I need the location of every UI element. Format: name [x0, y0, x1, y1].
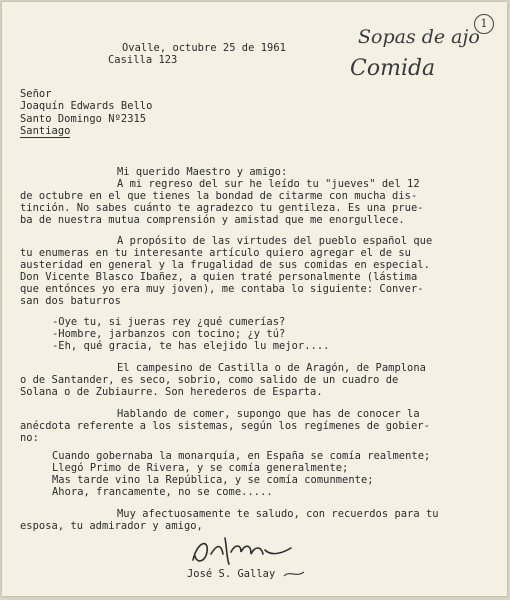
paragraph-line: El campesino de Castilla o de Aragón, de Pamplona: [117, 362, 426, 374]
anecdote-line: Cuando gobernaba la monarquía, en España se comía realmente;: [52, 450, 431, 462]
paragraph-line: Don Vicente Blasco Ibañez, a quien traté personalmente (lástima: [20, 271, 418, 283]
page-number-circle: 1: [474, 14, 494, 34]
salutation: Mi querido Maestro y amigo:: [117, 166, 288, 178]
dialogue-line: -Eh, qué gracia, te has elejido lu mejor....: [52, 340, 330, 352]
signature-name: José S. Gallay: [187, 568, 276, 580]
paragraph-line: tinción. No sabes cuánto te agradezco tu gentileza. Es una prue-: [20, 202, 424, 214]
handwritten-note-title: Sopas de ajo: [358, 26, 480, 48]
paragraph-line: anécdota referente a los sistemas, según los regímenes de gobier-: [20, 420, 430, 432]
paragraph-line: Hablando de comer, supongo que has de conocer la: [117, 408, 420, 420]
anecdote-line: Llegó Primo de Rivera, y se comía generalmente;: [52, 462, 349, 474]
paragraph-line: de octubre en el que tienes la bondad de citarme con mucha dis-: [20, 190, 418, 202]
recipient-name: Joaquín Edwards Bello: [20, 100, 153, 112]
dialogue-line: -Hombre, jarbanzos con tocino; ¿y tú?: [52, 328, 286, 340]
recipient-title: Señor: [20, 88, 52, 100]
closing-line: esposa, tu admirador y amigo,: [20, 520, 203, 532]
closing-line: Muy afectuosamente te saludo, con recuerdos para tu: [117, 508, 439, 520]
paragraph-line: A propósito de las virtudes del pueblo español que: [117, 235, 433, 247]
handwritten-signature: [187, 530, 297, 570]
paragraph-line: ba de nuestra mutua comprensión y amistad que me enorgullece.: [20, 214, 405, 226]
paragraph-line: Solana o de Zubiaurre. Son herederos de Esparta.: [20, 386, 323, 398]
paragraph-line: no:: [20, 432, 39, 444]
letter-page: [2, 2, 507, 596]
recipient-city: Santiago: [20, 125, 71, 137]
paragraph-line: A mi regreso del sur he leído tu "jueves" del 12: [117, 178, 420, 190]
pen-flourish: [282, 568, 306, 580]
anecdote-line: Ahora, francamente, no se come.....: [52, 486, 273, 498]
anecdote-line: Mas tarde vino la República, y se comía comunmente;: [52, 474, 374, 486]
place-date: Ovalle, octubre 25 de 1961: [122, 42, 286, 54]
dialogue-line: -Oye tu, si jueras rey ¿qué cumerías?: [52, 316, 286, 328]
paragraph-line: que entónces yo era muy joven), me contaba lo siguiente: Conver-: [20, 283, 424, 295]
box-number: Casilla 123: [108, 54, 178, 66]
paragraph-line: san dos baturros: [20, 295, 121, 307]
paragraph-line: tu enumeras en tu interesante artículo quiero agregar el de su: [20, 247, 411, 259]
paragraph-line: austeridad en general y la frugalidad de sus comidas en especial.: [20, 259, 430, 271]
recipient-address: Santo Domingo Nº2315: [20, 113, 147, 125]
paragraph-line: o de Santander, es seco, sobrio, como salido de un cuadro de: [20, 374, 399, 386]
handwritten-note-category: Comida: [350, 56, 436, 81]
